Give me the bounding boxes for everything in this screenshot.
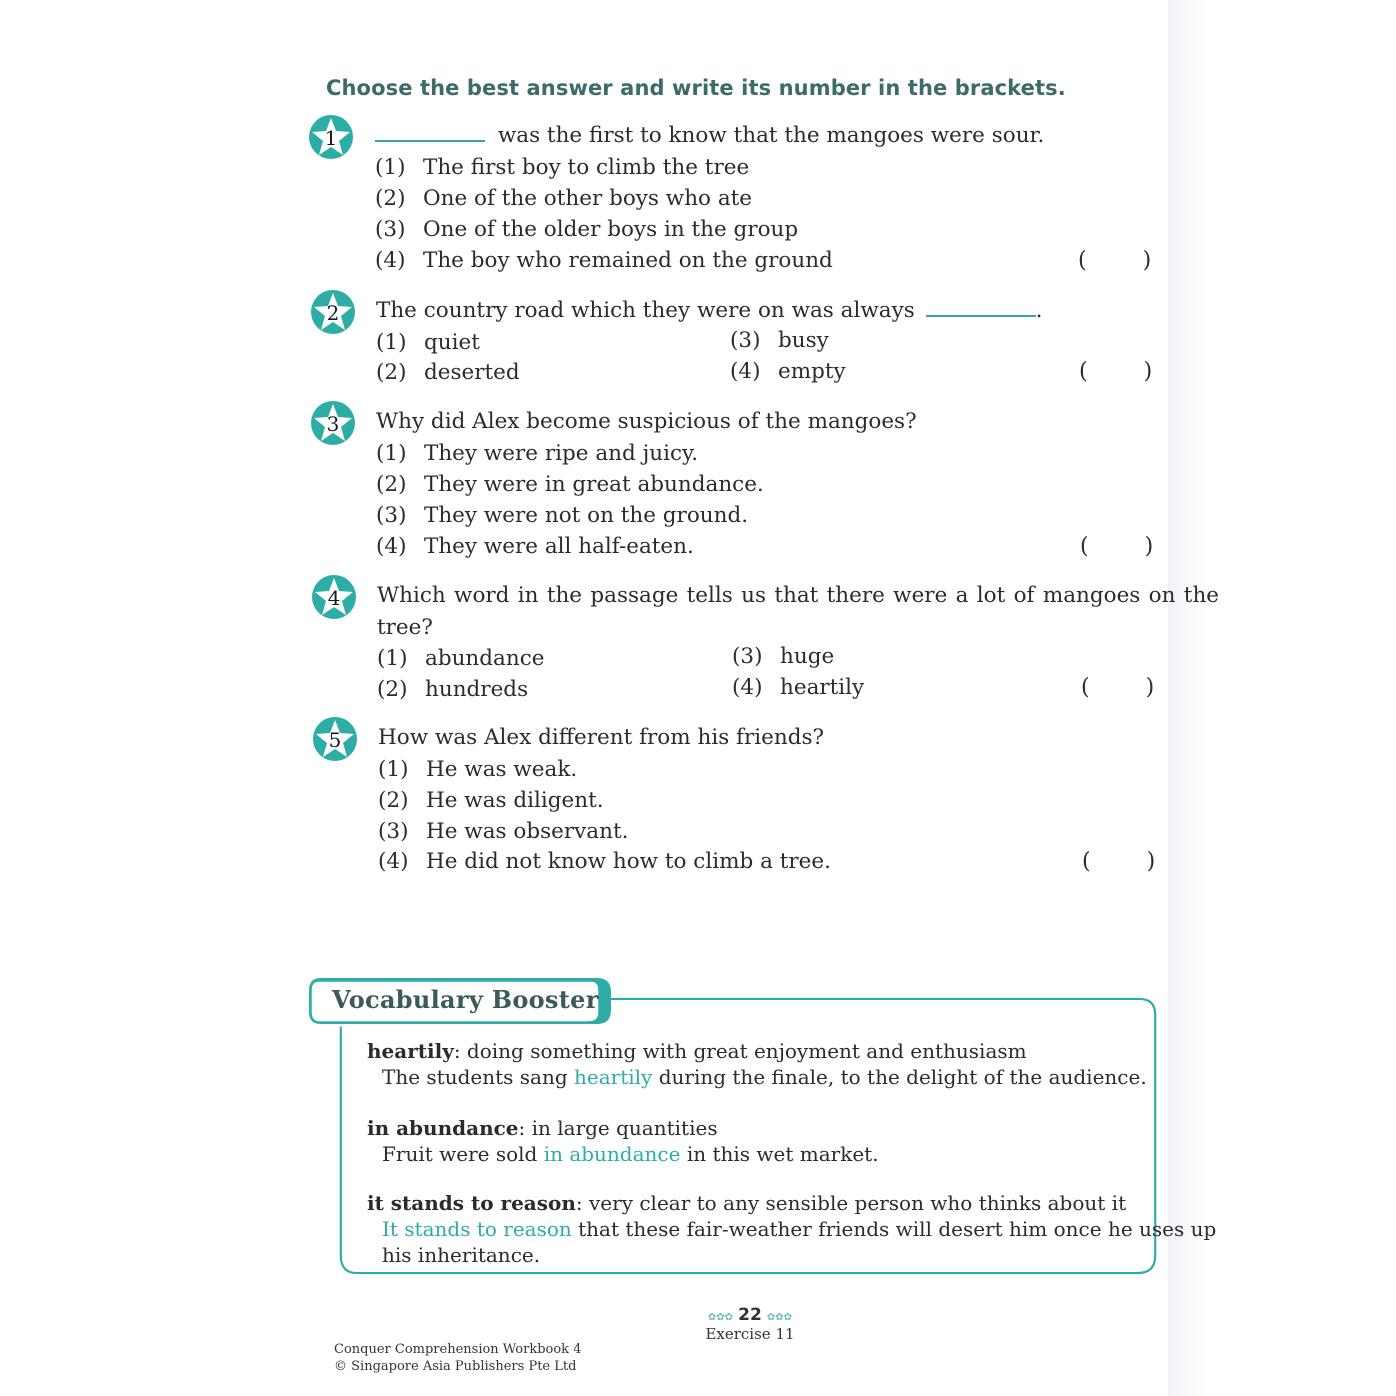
question-stem: Why did Alex become suspicious of the mangoes? (376, 409, 917, 434)
option: (1) abundance (377, 646, 545, 671)
vocabulary-entry (367, 1038, 1147, 1090)
vocabulary-example: The students sang heartily during the finale, to the delight of the audience. (382, 1065, 1147, 1089)
answer-brackets[interactable]: ( ) (1082, 849, 1156, 874)
vocabulary-definition: : doing something with great enjoyment and enthusiasm (453, 1039, 1027, 1063)
star-badge-icon (310, 289, 356, 335)
question-number: 3 (326, 412, 340, 436)
option: (4) The boy who remained on the ground (375, 248, 833, 273)
question-stem: Which word in the passage tells us that there were a lot of mangoes on the (377, 583, 1220, 608)
answer-brackets[interactable]: ( ) (1079, 359, 1153, 384)
answer-brackets[interactable]: ( ) (1081, 675, 1155, 700)
star-badge-icon (310, 400, 356, 446)
question-stem-continued: tree? (377, 615, 433, 640)
option: (2) One of the other boys who ate (375, 186, 753, 211)
option: (2) He was diligent. (378, 788, 604, 813)
footer-credits (334, 1341, 581, 1375)
option: (1) quiet (376, 330, 480, 355)
option: (4) empty (730, 359, 846, 384)
option: (2) deserted (376, 360, 520, 385)
vocabulary-term: it stands to reason (367, 1191, 576, 1215)
answer-brackets[interactable]: ( ) (1078, 248, 1152, 273)
instruction-heading: Choose the best answer and write its number in the brackets. (326, 76, 1066, 100)
exercise-label: Exercise 11 (705, 1325, 795, 1343)
vocabulary-example: It stands to reason that these fair-weather friends will desert him once he uses up (382, 1217, 1217, 1241)
question-stem: The country road which they were on was always . (376, 298, 1043, 323)
book-title: Conquer Comprehension Workbook 4 (334, 1342, 582, 1357)
star-decoration-icon: ✿✿✿ (707, 1312, 734, 1323)
question-number: 4 (327, 586, 341, 610)
star-decoration-icon: ✿✿✿ (766, 1312, 793, 1323)
vocabulary-term: in abundance (367, 1116, 519, 1140)
vocabulary-entry (367, 1115, 879, 1167)
vocabulary-title-tab (307, 976, 607, 1024)
vocabulary-example: Fruit were sold in abundance in this wet market. (382, 1142, 879, 1166)
option: (2) hundreds (377, 677, 529, 702)
page-number: 22 (738, 1305, 762, 1325)
vocabulary-term: heartily (367, 1039, 454, 1063)
vocabulary-title: Vocabulary Booster (332, 985, 599, 1014)
option: (4) heartily (732, 675, 865, 700)
vocabulary-entry (367, 1190, 1216, 1268)
question-number: 1 (324, 126, 338, 150)
option: (3) busy (730, 328, 829, 353)
question-number: 5 (328, 728, 342, 752)
option: (3) One of the older boys in the group (375, 217, 799, 242)
option: (1) He was weak. (378, 757, 578, 782)
vocabulary-definition: : very clear to any sensible person who thinks about it (575, 1191, 1127, 1215)
copyright: © Singapore Asia Publishers Pte Ltd (334, 1359, 577, 1374)
question-stem: How was Alex different from his friends? (378, 725, 825, 750)
option: (3) They were not on the ground. (376, 503, 749, 528)
star-badge-icon (312, 716, 358, 762)
vocabulary-definition: : in large quantities (518, 1116, 718, 1140)
option: (3) huge (732, 644, 835, 669)
vocabulary-example-continued: his inheritance. (382, 1243, 541, 1267)
answer-blank (926, 315, 1036, 317)
option: (1) The first boy to climb the tree (375, 155, 750, 180)
answer-brackets[interactable]: ( ) (1080, 534, 1154, 559)
star-badge-icon (311, 574, 357, 620)
page-number-block (650, 1305, 850, 1343)
option: (1) They were ripe and juicy. (376, 441, 699, 466)
question-stem: was the first to know that the mangoes were sour. (375, 120, 1044, 151)
option: (4) They were all half-eaten. (376, 534, 694, 559)
question-number: 2 (326, 301, 340, 325)
option: (2) They were in great abundance. (376, 472, 764, 497)
option: (4) He did not know how to climb a tree. (378, 849, 831, 874)
page-edge-shadow (1168, 0, 1396, 1396)
answer-blank (375, 140, 485, 142)
star-badge-icon (308, 114, 354, 160)
option: (3) He was observant. (378, 819, 629, 844)
